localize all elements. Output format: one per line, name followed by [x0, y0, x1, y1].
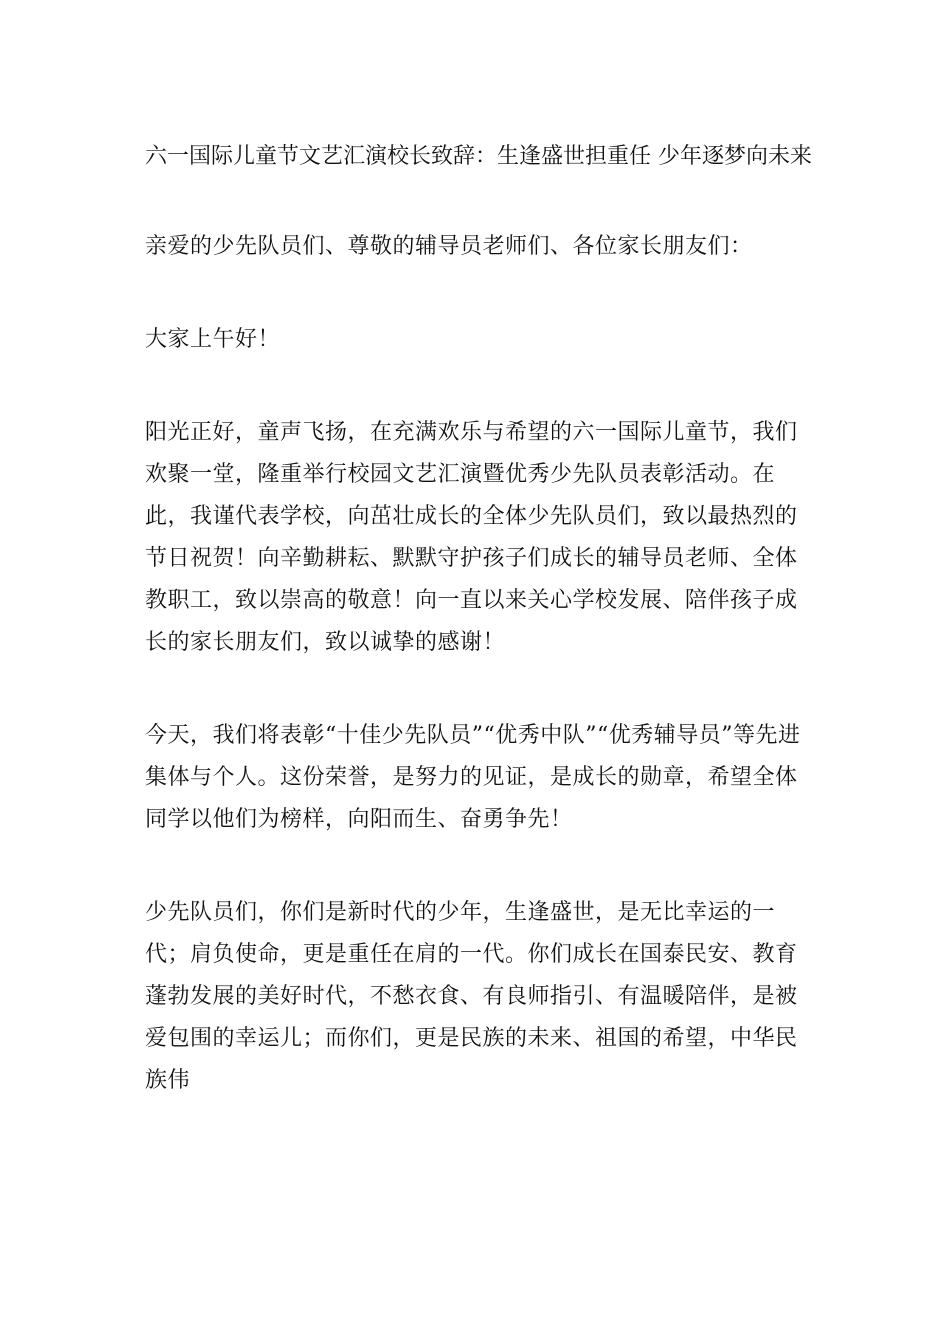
greeting: 大家上午好！ — [145, 327, 281, 352]
paragraph-2: 今天，我们将表彰“十佳少先队员”“优秀中队”“优秀辅导员”等先进集体与个人。这份荣誉，是努力的见证，是成长的勋章，希望全体同学以他们为榜样，向阳而生、奋勇争先！ — [145, 723, 801, 832]
document-title: 六一国际儿童节文艺汇演校长致辞：生逢盛世担重任 少年逐梦向未来 — [145, 144, 812, 169]
salutation: 亲爱的少先队员们、尊敬的辅导员老师们、各位家长朋友们： — [145, 234, 753, 259]
paragraph-1: 阳光正好，童声飞扬，在充满欢乐与希望的六一国际儿童节，我们欢聚一堂，隆重举行校园文艺汇演暨优秀少先队员表彰活动。在此，我谨代表学校，向茁壮成长的全体少先队员们，致以最热烈的节日祝贺！向辛勤耕耘、默默守护孩子们成长的辅导员老师、全体教职工，致以崇高的敬意！向一直以来关心学校发展、陪伴孩子成长的家长朋友们，致以诚挚的感谢！ — [145, 420, 798, 655]
document-body — [145, 133, 817, 1153]
paragraph-3: 少先队员们，你们是新时代的少年，生逢盛世，是无比幸运的一代；肩负使命，更是重任在肩的一代。你们成长在国泰民安、教育蓬勃发展的美好时代，不愁衣食、有良师指引、有温暖陪伴，是被爱包围的幸运儿；而你们，更是民族的未来、祖国的希望，中华民族伟 — [145, 900, 798, 1093]
